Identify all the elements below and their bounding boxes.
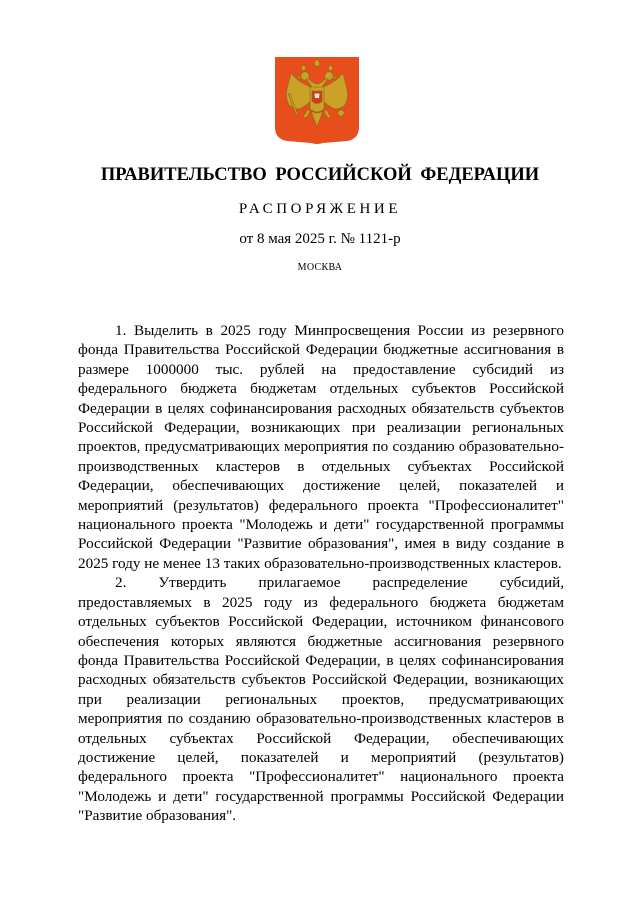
paragraph-2: 2. Утвердить прилагаемое распределение субсидий, предоставляемых в 2025 году из федерального бюджета бюджетам отдельных субъектов Российской Федерации, источником финансового обеспечения которых являются бюджетные ассигнования резервного фонда Правительства Российской Федерации, в целях софинансирования расходных обязательств субъектов Российской Федерации, возникающих при реализации региональных проектов, предусматривающих мероприятия по созданию образовательно-производственных кластеров в отдельных субъектах Российской Федерации, обеспечивающих достижение целей, показателей и мероприятий (результатов) федерального проекта "Профессионалитет" национального проекта "Молодежь и дети" государственной программы Российской Федерации "Развитие образования".: [78, 574, 564, 825]
document-city: МОСКВА: [297, 262, 343, 273]
government-title: ПРАВИТЕЛЬСТВО РОССИЙСКОЙ ФЕДЕРАЦИИ: [100, 165, 540, 185]
document-date-number: от 8 мая 2025 г. № 1121-р: [239, 231, 401, 247]
document-type: РАСПОРЯЖЕНИЕ: [238, 201, 402, 217]
russian-coat-of-arms-icon: [275, 57, 359, 145]
paragraph-1: 1. Выделить в 2025 году Минпросвещения России из резервного фонда Правительства Российской Федерации бюджетные ассигнования в размере 1000000 тыс. рублей на предоставление субсидий из федерального бюджета бюджетам отдельных субъектов Российской Федерации в целях софинансирования расходных обязательств субъектов Российской Федерации, возникающих при реализации региональных проектов, предусматривающих мероприятия по созданию образовательно-производственных кластеров в отдельных субъектах Российской Федерации, обеспечивающих достижение целей, показателей и мероприятий (результатов) федерального проекта "Профессионалитет" национального проекта "Молодежь и дети" государственной программы Российской Федерации "Развитие образования", имея в виду создание в 2025 году не менее 13 таких образовательно-производственных кластеров.: [78, 322, 564, 572]
emblem-graphic: [275, 57, 359, 145]
document-body: [78, 321, 564, 826]
